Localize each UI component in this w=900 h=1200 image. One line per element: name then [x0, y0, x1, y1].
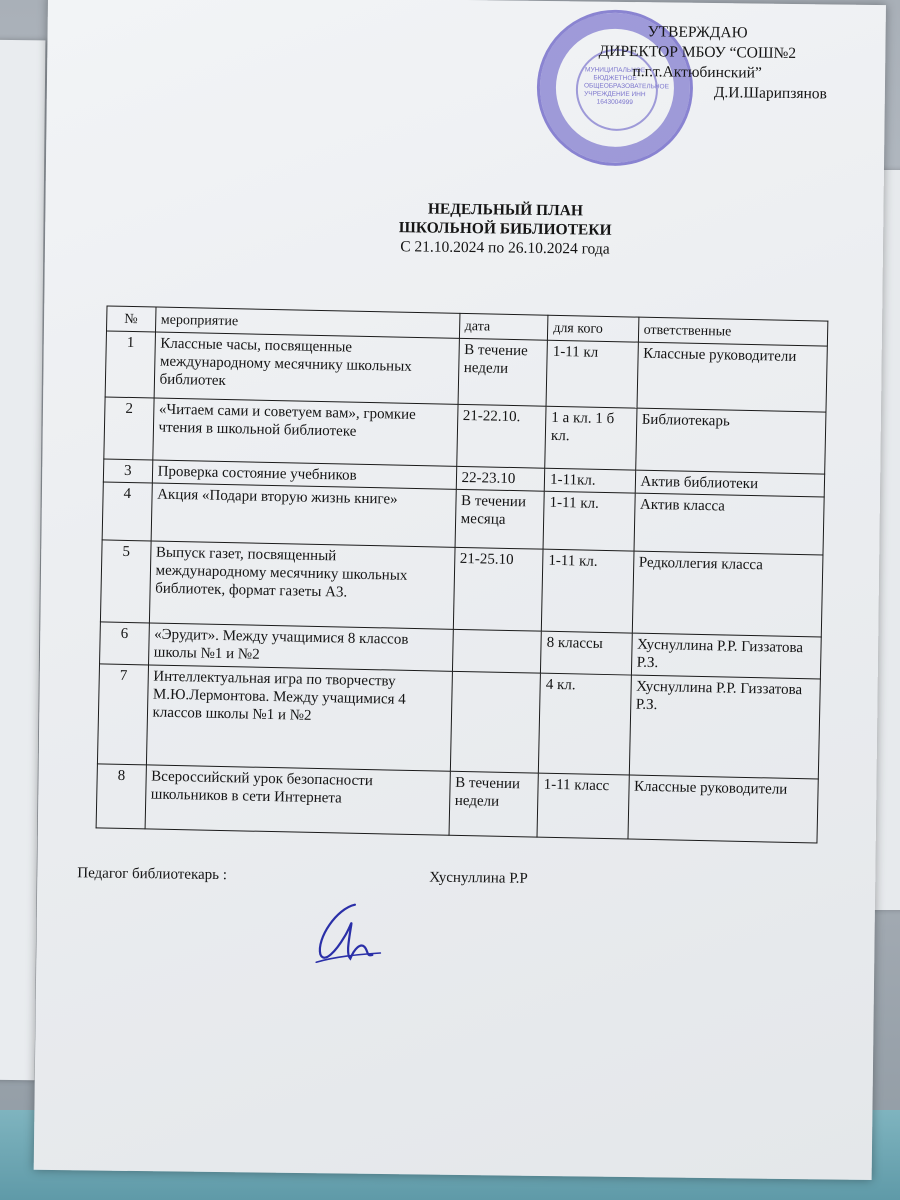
row-responsible: Библиотекарь [635, 408, 826, 474]
approval-line-3: п.г.т.Актюбинский” [632, 63, 762, 82]
table-row [96, 764, 818, 843]
title-line-1: НЕДЕЛЬНЫЙ ПЛАН [427, 200, 584, 220]
row-responsible: Актив класса [634, 493, 825, 555]
row-audience: 1-11 кл [546, 340, 638, 408]
header-num: № [107, 306, 156, 332]
seal-text: МУНИЦИПАЛЬНОЕ БЮДЖЕТНОЕ ОБЩЕОБРАЗОВАТЕЛЬНОЕ УЧРЕЖДЕНИЕ ИНН 1643004999 [583, 66, 670, 107]
document-heading [355, 199, 656, 260]
row-responsible: Классные руководители [627, 775, 818, 843]
row-event: «Читаем сами и советуем вам», громкие чтения в школьной библиотеке [152, 398, 457, 466]
table-row [100, 540, 823, 637]
footer-name: Хуснуллина Р.Р [429, 869, 528, 887]
row-audience: 1-11 кл. [541, 549, 633, 633]
row-num: 1 [105, 331, 155, 398]
approval-line-2: ДИРЕКТОР МБОУ “СОШ№2 [598, 42, 797, 63]
row-num: 5 [100, 540, 150, 623]
row-audience: 1-11кл. [544, 468, 635, 493]
row-audience: 1-11 класс [537, 773, 629, 839]
row-responsible: Классные руководители [637, 342, 828, 412]
row-num: 6 [100, 622, 149, 665]
header-date: дата [459, 313, 548, 340]
row-num: 8 [96, 764, 146, 829]
header-audience: для кого [548, 315, 639, 342]
row-date: В течение недели [458, 338, 548, 406]
row-num: 7 [97, 664, 148, 765]
row-event: Акция «Подари вторую жизнь книге» [151, 483, 456, 547]
row-date: 21-25.10 [453, 547, 543, 631]
row-date: В течении месяца [455, 489, 545, 549]
row-event: Интеллектуальная игра по творчеству М.Ю.Лермонтова. Между учащимися 4 классов школы №1 и №2 [146, 665, 452, 771]
footer-signature-line [77, 865, 677, 889]
row-audience: 1-11 кл. [543, 491, 635, 551]
row-event: Проверка состояние учебников [152, 460, 456, 489]
row-event: Всероссийский урок безопасности школьников в сети Интернета [145, 765, 450, 835]
row-responsible: Редколлегия класса [632, 551, 823, 637]
row-date: 22-23.10 [456, 466, 545, 491]
row-audience: 4 кл. [538, 673, 630, 775]
handwritten-signature [306, 898, 387, 969]
row-date: В течении недели [449, 771, 539, 837]
row-event: «Эрудит». Между учащимися 8 классов школы №1 и №2 [148, 623, 453, 671]
approval-director-name: Д.И.Шарипзянов [713, 84, 827, 103]
row-audience: 8 классы [541, 631, 632, 675]
row-responsible: Хуснуллина Р.Р. Гиззатова Р.З. [631, 633, 821, 679]
signature-stroke [320, 904, 373, 959]
document-sheet [34, 0, 886, 1180]
row-event: Классные часы, посвященные международному месячнику школьных библиотек [154, 332, 459, 404]
row-num: 3 [103, 459, 152, 483]
approval-line-1: УТВЕРЖДАЮ [647, 23, 748, 42]
row-responsible: Актив библиотеки [635, 470, 825, 497]
footer-role: Педагог библиотекарь : [77, 865, 228, 884]
row-date [452, 629, 541, 673]
row-event: Выпуск газет, посвященный международному месячнику школьных библиотек, формат газеты А3. [149, 541, 455, 629]
row-num: 4 [102, 482, 152, 541]
header-responsible: ответственные [638, 317, 828, 346]
period: С 21.10.2024 по 26.10.2024 года [400, 238, 610, 258]
row-date [450, 671, 541, 773]
table-row [97, 664, 820, 779]
approval-block [547, 21, 848, 105]
row-date: 21-22.10. [456, 404, 546, 468]
row-audience: 1 а кл. 1 б кл. [545, 406, 637, 470]
header-event: мероприятие [155, 307, 459, 338]
weekly-plan-table [96, 305, 829, 843]
row-responsible: Хуснуллина Р.Р. Гиззатова Р.З. [629, 675, 821, 779]
title-line-2: ШКОЛЬНОЙ БИБЛИОТЕКИ [398, 219, 612, 239]
row-num: 2 [104, 397, 154, 460]
